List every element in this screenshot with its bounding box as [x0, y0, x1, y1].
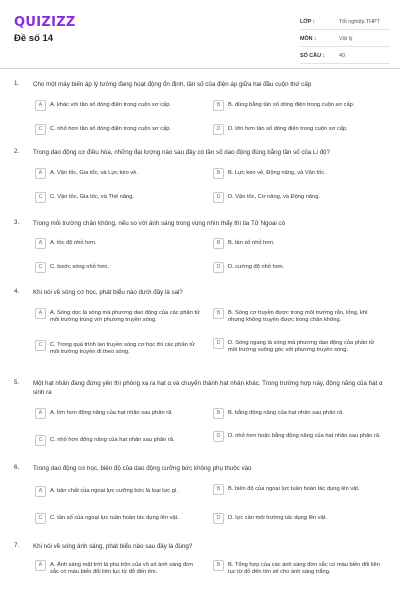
option-letter-box: B [213, 484, 224, 495]
question-number: 3. [14, 219, 20, 226]
option-d[interactable] [213, 262, 381, 273]
question-text: Khi nói về sóng ánh sáng, phát biểu nào sau đây là đúng? [33, 543, 193, 550]
option-text: C. nhỏ hơn tần số dòng điện trong cuộn sơ cấp. [50, 125, 171, 132]
option-text: B. bằng động năng của hạt nhân sau phân rã. [228, 409, 344, 416]
option-c[interactable] [35, 124, 203, 135]
option-c[interactable] [35, 340, 203, 356]
option-letter-box: A [35, 308, 46, 319]
option-a[interactable] [35, 168, 203, 179]
option-letter-box: A [35, 100, 46, 111]
option-text: D. Sóng ngang là sóng mà phương dao động của phần tử môi trường vuông góc với phương truyền sóng. [228, 339, 375, 353]
option-letter-box: D [213, 262, 224, 273]
option-text: B. tần số nhỏ hơn. [228, 239, 275, 246]
option-text: A. tốc độ nhỏ hơn. [50, 239, 97, 246]
question-number: 7. [14, 542, 20, 549]
option-d[interactable] [213, 192, 381, 203]
question-text: Khi nói về sóng cơ học, phát biểu nào dưới đây là sai? [33, 289, 183, 296]
option-text: B. Sóng cơ truyền được trong môi trường rắn, lỏng, khí nhưng không truyền được trong chân không. [228, 309, 368, 323]
option-a[interactable] [35, 238, 203, 249]
option-b[interactable] [213, 408, 381, 419]
option-a[interactable] [35, 560, 203, 576]
option-text: B. Tổng hợp của các ánh sáng đơn sắc có màu biến đổi liên tục từ đỏ đến tím sẽ cho ánh sáng trắng. [228, 561, 380, 575]
option-b[interactable] [213, 238, 381, 249]
option-letter-box: B [213, 168, 224, 179]
worksheet-info [300, 15, 390, 66]
option-letter-box: B [213, 238, 224, 249]
option-text: B. Lực kéo về, Động năng, và Vận tốc. [228, 169, 326, 176]
info-subject-row [300, 32, 390, 47]
option-letter-box: D [213, 513, 224, 524]
option-letter-box: A [35, 238, 46, 249]
option-text: D. lớn hơn tần số dòng điện trong cuộn sơ cấp. [228, 125, 348, 132]
option-d[interactable] [213, 338, 381, 354]
info-value: Tốt nghiệp THPT [339, 19, 380, 25]
option-b[interactable] [213, 484, 381, 495]
option-letter-box: C [35, 262, 46, 273]
option-letter-box: C [35, 192, 46, 203]
question-number: 1. [14, 80, 20, 87]
option-letter-box: B [213, 308, 224, 319]
option-letter-box: A [35, 560, 46, 571]
option-letter-box: C [35, 435, 46, 446]
question-text: Trong môi trường chân không, nếu so với ánh sáng trong vùng nhìn thấy thì tia Tử Ngoại có [33, 220, 286, 227]
question-number: 5. [14, 379, 20, 386]
option-a[interactable] [35, 308, 203, 324]
option-a[interactable] [35, 486, 203, 497]
option-letter-box: C [35, 340, 46, 351]
question-text: Cho một máy biến áp lý tưởng đang hoạt động ổn định, tần số của điện áp giữa hai đầu cuộn thứ cấp [33, 81, 312, 88]
option-letter-box: D [213, 124, 224, 135]
option-text: A. Ánh sáng mặt trời là pha trộn của vô số ánh sáng đơn sắc có màu biến đổi liên tục từ đỏ đến tím. [50, 561, 194, 575]
info-count-row [300, 49, 390, 64]
info-label: LỚP : [300, 19, 315, 25]
option-c[interactable] [35, 513, 203, 524]
option-text: D. Vận tốc, Cơ năng, và Động năng. [228, 193, 320, 200]
quizizz-logo: QUIZIZZ [14, 15, 76, 30]
info-class-row [300, 15, 390, 30]
option-letter-box: D [213, 431, 224, 442]
question-text: Trong dao động cơ học, biên độ của dao động cưỡng bức không phụ thuộc vào [33, 465, 252, 472]
info-value: Vật lý [339, 36, 353, 42]
option-letter-box: D [213, 338, 224, 349]
option-d[interactable] [213, 431, 381, 442]
option-c[interactable] [35, 192, 203, 203]
option-text: B. biên độ của ngoại lực tuần hoàn tác dụng lên vật. [228, 485, 360, 492]
option-letter-box: A [35, 408, 46, 419]
question-number: 2. [14, 148, 20, 155]
worksheet-header [0, 0, 400, 62]
option-letter-box: B [213, 560, 224, 571]
question-number: 6. [14, 464, 20, 471]
question-text: Một hạt nhân đang đứng yên thì phóng xạ ra hạt α và chuyển thành hạt nhân khác. Trong trường hợp này, động năng của hạt α sinh ra [33, 380, 383, 396]
option-a[interactable] [35, 408, 203, 419]
option-text: D. lực cản môi trường tác dụng lên vật. [228, 514, 327, 521]
option-text: D. cường độ nhỏ hơn. [228, 263, 285, 270]
option-letter-box: C [35, 513, 46, 524]
option-text: C. tần số của ngoại lực tuần hoàn tác dụng lên vật. [50, 514, 179, 521]
option-letter-box: A [35, 486, 46, 497]
option-text: C. bước sóng nhỏ hơn. [50, 263, 110, 270]
option-d[interactable] [213, 513, 381, 524]
info-value: 40 [339, 53, 345, 59]
option-d[interactable] [213, 124, 381, 135]
option-letter-box: D [213, 192, 224, 203]
option-text: C. Vận tốc, Gia tốc, và Thế năng. [50, 193, 134, 200]
option-b[interactable] [213, 560, 381, 576]
option-b[interactable] [213, 100, 381, 111]
option-text: A. Sóng dọc là sóng mà phương dao động của các phần tử môi trường trùng với phương truyền sóng. [50, 309, 200, 323]
option-letter-box: A [35, 168, 46, 179]
option-text: C. nhỏ hơn động năng của hạt nhân sau phân rã. [50, 436, 175, 443]
option-text: C. Trong quá trình lan truyền sóng cơ học thì các phần tử môi trường truyền đi theo sóng. [50, 341, 195, 355]
option-letter-box: B [213, 100, 224, 111]
option-text: A. Vận tốc, Gia tốc, và Lực kéo về. [50, 169, 138, 176]
option-text: B. đúng bằng tần số dòng điện trong cuộn sơ cấp. [228, 101, 355, 108]
option-text: A. lớn hơn động năng của hạt nhân sau phân rã. [50, 409, 173, 416]
worksheet-title: Đề số 14 [14, 33, 54, 44]
option-b[interactable] [213, 308, 381, 324]
option-text: A. khác với tần số dòng điện trong cuộn sơ cấp. [50, 101, 171, 108]
option-text: A. bản chất của ngoại lực cưỡng bức là loại lực gì. [50, 487, 179, 494]
info-label: MÔN : [300, 36, 316, 42]
option-letter-box: C [35, 124, 46, 135]
option-c[interactable] [35, 262, 203, 273]
option-c[interactable] [35, 435, 203, 446]
option-letter-box: B [213, 408, 224, 419]
question-number: 4. [14, 288, 20, 295]
question-text: Trong dao động cơ điều hòa, những đại lượng nào sau đây có tần số dao động đúng bằng tần số của Li độ? [33, 149, 330, 156]
info-label: SỐ CÂU : [300, 53, 325, 59]
option-text: D. nhỏ hơn hoặc bằng động năng của hạt nhân sau phân rã. [228, 432, 381, 439]
header-divider [0, 68, 400, 69]
option-b[interactable] [213, 168, 381, 179]
option-a[interactable] [35, 100, 203, 111]
